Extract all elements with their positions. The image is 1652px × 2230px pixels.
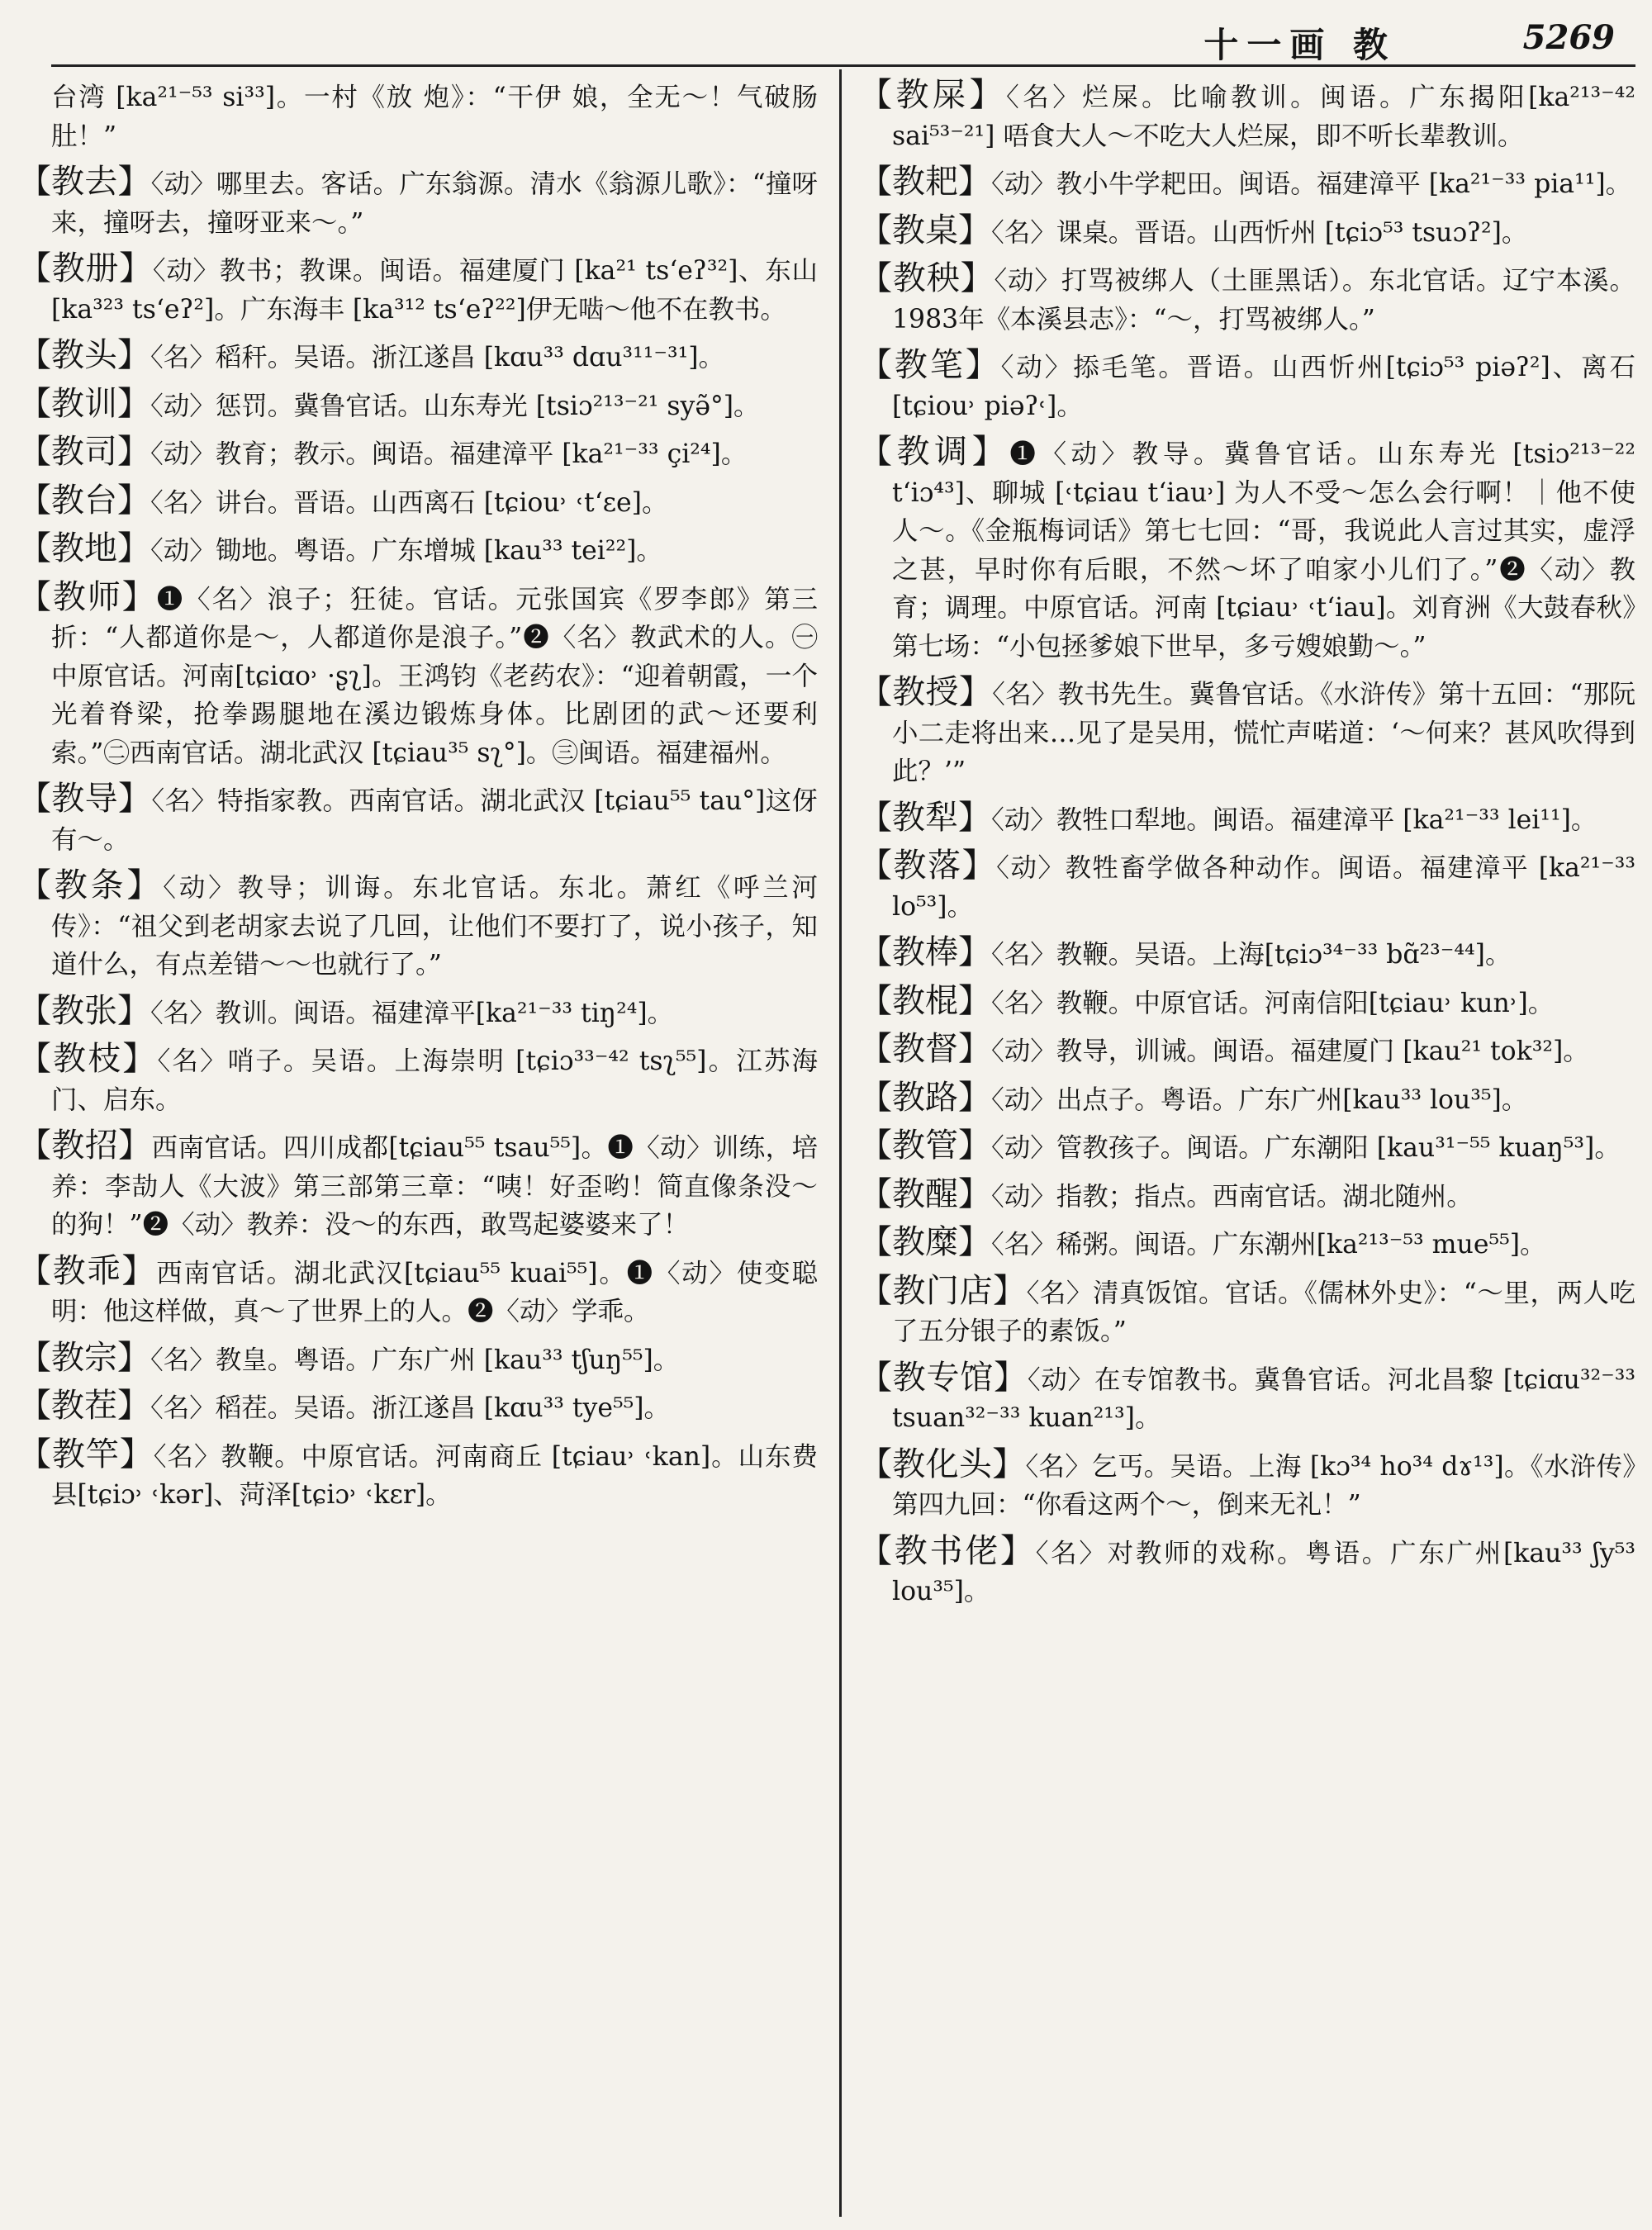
dictionary-entry [859, 1532, 1635, 1611]
dictionary-entry [18, 866, 818, 985]
entry-headword: 【教门店】 [859, 1271, 1027, 1310]
dictionary-entry [859, 1223, 1635, 1264]
dictionary-entry [18, 529, 818, 571]
entry-headword: 【教耙】 [859, 163, 991, 201]
header-rule [51, 64, 1635, 67]
entry-definition: 〈名〉教训。闽语。福建漳平[ka²¹⁻³³ tiŋ²⁴]。 [150, 998, 674, 1028]
dictionary-entry [859, 1359, 1635, 1438]
entry-headword: 【教竿】 [18, 1435, 154, 1473]
entry-definition: 〈动〉指教；指点。西南官话。湖北随州。 [991, 1181, 1473, 1212]
page-header [0, 0, 1652, 65]
entry-definition: 〈名〉教鞭。中原官话。河南信阳[tɕiau˒ kun˒]。 [991, 988, 1555, 1018]
page-header-title: 十一画 教 [1203, 25, 1396, 65]
dictionary-entry [18, 578, 818, 773]
entry-headword: 【教棍】 [859, 981, 991, 1020]
dictionary-entry [859, 211, 1635, 253]
entry-definition: 〈动〉掭毛笔。晋语。山西忻州[tɕiɔ⁵³ piəʔ²]、离石 [tɕiou˒ piəʔ˓]。 [892, 353, 1635, 421]
entry-headword: 【教糜】 [859, 1223, 991, 1261]
entry-definition: 〈名〉课桌。晋语。山西忻州 [tɕiɔ⁵³ tsuɔʔ²]。 [991, 217, 1528, 248]
dictionary-entry [18, 1252, 818, 1331]
entry-definition: 〈名〉哨子。吴语。上海崇明 [tɕiɔ³³⁻⁴² tsʅ⁵⁵]。江苏海门、启东。 [51, 1046, 818, 1115]
entry-definition: 〈名〉教书先生。冀鲁官话。《水浒传》第十五回：“那阮小二走将出来…见了是吴用，慌忙声喏道：‘～何来？甚风吹得到此？’” [892, 680, 1635, 786]
entry-headword: 【教化头】 [859, 1445, 1026, 1483]
dictionary-entry [859, 982, 1635, 1023]
entry-headword: 【教宗】 [18, 1338, 150, 1377]
entry-definition: 〈名〉对教师的戏称。粤语。广东广州[kau³³ ʃy⁵³ lou³⁵]。 [892, 1538, 1635, 1606]
entry-definition: 〈名〉稻茬。吴语。浙江遂昌 [kɑu³³ tye⁵⁵]。 [150, 1393, 671, 1423]
entry-headword: 【教笔】 [859, 346, 1001, 384]
dictionary-entry [859, 76, 1635, 155]
dictionary-entry [18, 76, 818, 155]
entry-definition: 〈名〉烂屎。比喻教训。闽语。广东揭阳[ka²¹³⁻⁴² sai⁵³⁻²¹] 唔食大人～不吃大人烂屎，即不听长辈教训。 [892, 83, 1635, 151]
dictionary-entry [18, 433, 818, 474]
left-column [18, 76, 818, 2220]
dictionary-entry [859, 799, 1635, 840]
entry-definition: 〈动〉出点子。粤语。广东广州[kau³³ lou³⁵]。 [991, 1084, 1528, 1115]
dictionary-entry [18, 1435, 818, 1515]
entry-headword: 【教屎】 [859, 76, 1006, 114]
dictionary-entry [859, 1272, 1635, 1351]
entry-definition: ❶〈名〉浪子；狂徒。官话。元张国宾《罗李郎》第三折：“人都道你是～，人都道你是浪子。”❷〈名〉教武术的人。㊀中原官话。河南[tɕiɑo˒ ·ʂʅ]。王鸿钧《老药农》：“迎着朝霞，一个光着脊梁，抢拳踢腿地在溪边锻炼身体。比剧团的武～还要利索。”㊁西南官话。湖北武汉 [tɕiau³⁵ sʅ°]。㊂闽语。福建福州。 [51, 584, 818, 768]
entry-headword: 【教张】 [18, 991, 150, 1030]
entry-definition: 〈动〉教书；教课。闽语。福建厦门 [ka²¹ ts‘eʔ³²]、东山 [ka³²³ ts‘eʔ²]。广东海丰 [ka³¹² ts‘eʔ²²]伊无啮～他不在教书。 [51, 256, 818, 325]
entry-definition: 〈动〉惩罚。冀鲁官话。山东寿光 [tsiɔ²¹³⁻²¹ syə̃°]。 [150, 391, 760, 421]
entry-headword: 【教台】 [18, 481, 150, 520]
entry-definition: 〈动〉教育；教示。闽语。福建漳平 [ka²¹⁻³³ çi²⁴]。 [150, 439, 748, 469]
dictionary-entry [859, 433, 1635, 666]
page-number: 5269 [1522, 18, 1615, 57]
dictionary-entry [18, 1339, 818, 1380]
entry-headword: 【教茬】 [18, 1387, 150, 1425]
entry-definition: 〈名〉稀粥。闽语。广东潮州[ka²¹³⁻⁵³ mue⁵⁵]。 [991, 1230, 1546, 1260]
entry-definition: 〈动〉哪里去。客话。广东翁源。清水《翁源儿歌》：“撞呀来，撞呀去，撞呀亚来～。” [51, 169, 818, 238]
entry-definition: 〈动〉管教孩子。闽语。广东潮阳 [kau³¹⁻⁵⁵ kuaŋ⁵³]。 [991, 1133, 1621, 1163]
entry-definition: 西南官话。四川成都[tɕiau⁵⁵ tsau⁵⁵]。❶〈动〉训练，培养：李劼人《大波》第三部第三章：“咦！好歪哟！简直像条没～的狗！”❷〈动〉教养：没～的东西，敢骂起婆婆来了！ [51, 1133, 818, 1240]
entry-headword: 【教秧】 [859, 259, 995, 297]
dictionary-entry [859, 346, 1635, 425]
entry-definition: 西南官话。湖北武汉[tɕiau⁵⁵ kuai⁵⁵]。❶〈动〉使变聪明：他这样做，真～了世界上的人。❷〈动〉学乖。 [51, 1258, 818, 1326]
entry-definition: 台湾 [ka²¹⁻⁵³ si³³]。一村《放 炮》：“干伊 娘，全无～！气破肠肚！” [51, 83, 818, 151]
dictionary-entry [859, 1127, 1635, 1168]
entry-headword: 【教去】 [18, 163, 151, 201]
dictionary-entry [859, 1445, 1635, 1525]
dictionary-entry [18, 1127, 818, 1245]
entry-definition: 〈动〉教导，训诫。闽语。福建厦门 [kau²¹ tok³²]。 [991, 1037, 1589, 1066]
entry-headword: 【教醒】 [859, 1174, 991, 1213]
entry-definition: 〈名〉乞丐。吴语。上海 [kɔ³⁴ ho³⁴ dɤ¹³]。《水浒传》第四九回：“你看这两个～，倒来无礼！” [892, 1451, 1635, 1520]
entry-headword: 【教招】 [18, 1127, 152, 1165]
entry-headword: 【教授】 [859, 673, 993, 711]
entry-headword: 【教师】 [18, 577, 157, 616]
entry-headword: 【教导】 [18, 780, 152, 818]
entry-headword: 【教路】 [859, 1078, 991, 1117]
dictionary-entry [859, 259, 1635, 339]
entry-headword: 【教枝】 [18, 1040, 158, 1078]
entry-headword: 【教地】 [18, 529, 150, 567]
dictionary-entry [859, 1030, 1635, 1071]
dictionary-entry [18, 249, 818, 329]
dictionary-entry [18, 336, 818, 377]
entry-headword: 【教专馆】 [859, 1358, 1028, 1397]
column-divider [839, 69, 842, 2217]
dictionary-entry [859, 163, 1635, 204]
entry-definition: 〈动〉打骂被绑人（土匪黑话）。东北官话。辽宁本溪。1983年《本溪县志》：“～，打骂被绑人。” [892, 266, 1635, 334]
entry-headword: 【教管】 [859, 1127, 991, 1165]
entry-definition: 〈名〉特指家教。西南官话。湖北武汉 [tɕiau⁵⁵ tau°]这伢有～。 [51, 786, 818, 855]
entry-definition: 〈名〉教鞭。吴语。上海[tɕiɔ³⁴⁻³³ bɑ̃²³⁻⁴⁴]。 [991, 940, 1512, 970]
entry-definition: 〈动〉锄地。粤语。广东增城 [kau³³ tei²²]。 [150, 536, 662, 566]
entry-definition: 〈动〉在专馆教书。冀鲁官话。河北昌黎 [tɕiɑu³²⁻³³ tsuan³²⁻³³ kuan²¹³]。 [892, 1364, 1635, 1433]
entry-headword: 【教乖】 [18, 1251, 157, 1290]
right-column [859, 76, 1635, 2220]
dictionary-entry [18, 992, 818, 1033]
dictionary-entry [859, 673, 1635, 791]
entry-headword: 【教督】 [859, 1030, 991, 1068]
entry-headword: 【教书佬】 [859, 1531, 1036, 1570]
entry-definition: 〈动〉教导；训诲。东北官话。东北。萧红《呼兰河传》：“祖父到老胡家去说了几回，让他们不要打了，说小孩子，知道什么，有点差错～～也就行了。” [51, 873, 818, 980]
entry-headword: 【教调】 [859, 433, 1010, 471]
dictionary-entry [18, 482, 818, 523]
entry-definition: 〈名〉清真饭馆。官话。《儒林外史》：“～里，两人吃了五分银子的素饭。” [892, 1278, 1635, 1346]
entry-headword: 【教棒】 [859, 933, 991, 971]
dictionary-entry [18, 780, 818, 859]
dictionary-entry [859, 847, 1635, 926]
entry-headword: 【教桌】 [859, 211, 991, 249]
dictionary-entry [859, 1079, 1635, 1120]
entry-definition: 〈动〉教牲畜学做各种动作。闽语。福建漳平 [ka²¹⁻³³ lo⁵³]。 [892, 853, 1635, 922]
entry-definition: 〈动〉教小牛学耙田。闽语。福建漳平 [ka²¹⁻³³ pia¹¹]。 [991, 169, 1632, 199]
dictionary-entry [18, 163, 818, 242]
entry-headword: 【教落】 [859, 847, 997, 885]
dictionary-entry [18, 1387, 818, 1428]
entry-definition: 〈动〉教牲口犁地。闽语。福建漳平 [ka²¹⁻³³ lei¹¹]。 [991, 804, 1597, 835]
entry-headword: 【教条】 [18, 866, 164, 904]
dictionary-entry [18, 1040, 818, 1119]
entry-headword: 【教册】 [18, 249, 153, 287]
entry-definition: 〈名〉教鞭。中原官话。河南商丘 [tɕiau˒ ˓kan]。山东费县[tɕiɔ˒ ˓kər]、菏泽[tɕiɔ˒ ˓kɛr]。 [51, 1441, 818, 1510]
entry-definition: 〈名〉稻秆。吴语。浙江遂昌 [kɑu³³ dɑu³¹¹⁻³¹]。 [150, 343, 725, 372]
entry-definition: ❶〈动〉教导。冀鲁官话。山东寿光 [tsiɔ²¹³⁻²² t‘iɔ⁴³]、聊城 [˓tɕiau t‘iau˒] 为人不受～怎么会行啊！｜他不使人～。《金瓶梅词话》第七七回：“哥，我说此人言过其实，虚浮之甚，早时你有后眼，不然～坏了咱家小儿们了。”❷〈动〉教育；调理。中原官话。河南 [tɕiau˒ ˓t‘iau]。刘育洲《大鼓春秋》第七场：“小包拯爹娘下世早，多亏嫂娘勤～。” [892, 439, 1635, 662]
dictionary-entry [859, 1175, 1635, 1217]
entry-headword: 【教司】 [18, 433, 150, 471]
entry-headword: 【教头】 [18, 336, 150, 374]
dictionary-entry [18, 385, 818, 426]
dictionary-entry [859, 933, 1635, 975]
entry-definition: 〈名〉教皇。粤语。广东广州 [kau³³ tʃuŋ⁵⁵]。 [150, 1345, 680, 1375]
entry-headword: 【教犁】 [859, 798, 991, 837]
entry-definition: 〈名〉讲台。晋语。山西离石 [tɕiou˒ ˓t‘ɛe]。 [150, 487, 668, 518]
entry-headword: 【教训】 [18, 384, 150, 423]
